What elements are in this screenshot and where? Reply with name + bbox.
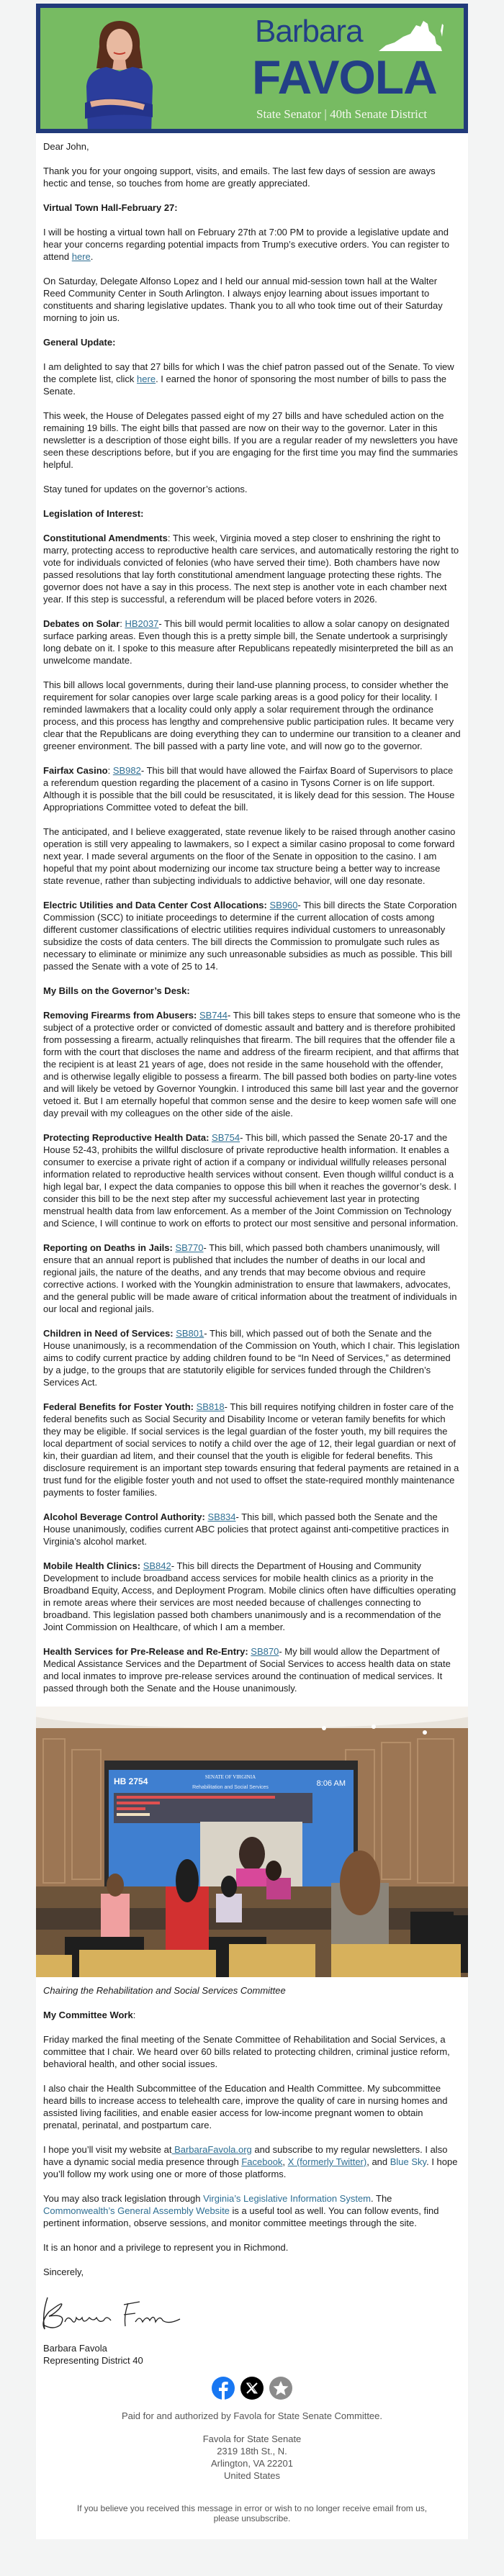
paragraph-text: - My bill would allow the Department of Medical Assistance Services and the Department of Social Services to access health data on state and local inmates to improve pre-release services around the continuation of medical services. It passed through both the Senate and the House unanimously.: [43, 1646, 451, 1694]
paragraph: [43, 336, 461, 348]
inline-link[interactable]: SB754: [212, 1132, 240, 1143]
star-icon[interactable]: [269, 2377, 292, 2400]
paragraph-text: Dear John,: [43, 141, 89, 152]
bold-label: Federal Benefits for Foster Youth:: [43, 1401, 197, 1412]
paragraph-text: - This bill would permit localities to allow a solar canopy on designated surface parking areas. Even though this is a pretty simple bill, the Senate undertook a surprisingly long debate on it. I spoke to this measure after Republicans repeatedly misinterpreted the bill as an unwelcome mandate.: [43, 618, 454, 666]
inline-link[interactable]: SB870: [251, 1646, 279, 1657]
paragraph-text: You may also track legislation through: [43, 2193, 204, 2204]
paragraph: [43, 2009, 461, 2021]
bold-label: Removing Firearms from Abusers:: [43, 1010, 199, 1021]
paragraph-text: Sincerely,: [43, 2267, 84, 2277]
bold-label: My Committee Work: [43, 2010, 133, 2020]
paragraph: [43, 899, 461, 972]
social-links: [36, 2377, 468, 2400]
inline-link[interactable]: here: [137, 374, 156, 384]
bold-label: Health Services for Pre-Release and Re-Entry:: [43, 1646, 251, 1657]
bold-label: Alcohol Beverage Control Authority:: [43, 1511, 208, 1522]
virginia-state-icon: [379, 18, 444, 53]
paragraph-text: . The: [371, 2193, 392, 2204]
paragraph-text: I am delighted to say that 27 bills for which I was the chief patron passed out of the Senate. To view the complete list, click: [43, 361, 454, 384]
paragraph-text: is a useful tool as well. You can follow events, find pertinent information, observe sessions, and monitor committee meetings through the site.: [43, 2205, 439, 2228]
inline-link[interactable]: Facebook: [241, 2156, 283, 2167]
paragraph-text: Thank you for your ongoing support, visits, and emails. The last few days of session are aways hectic and tense, so touches from home are greatly appreciated.: [43, 166, 436, 189]
paragraph-text: .: [90, 251, 94, 262]
screen-bill-number: HB 2754: [114, 1776, 148, 1786]
bold-label: General Update:: [43, 337, 116, 348]
paragraph: [43, 1242, 461, 1315]
paragraph-text: :: [107, 765, 113, 776]
paragraph: [43, 483, 461, 495]
inline-link[interactable]: SB982: [112, 765, 141, 776]
paragraph: [43, 1009, 461, 1119]
paragraph: [43, 764, 461, 813]
inline-link[interactable]: here: [71, 251, 91, 262]
paragraph: [43, 618, 461, 666]
paragraph-text: I hope you’ll visit my website at: [43, 2144, 172, 2155]
bold-label: My Bills on the Governor’s Desk:: [43, 985, 190, 996]
inline-link[interactable]: BarbaraFavola.org: [171, 2144, 252, 2155]
footer: [36, 2410, 468, 2523]
paragraph-text: and subscribe to my regular newsletters. I also have a dynamic social media presence through: [43, 2144, 448, 2167]
facebook-icon[interactable]: [212, 2377, 235, 2400]
paragraph-text: - This bill that would have allowed the Fairfax Board of Supervisors to place a referendum question regarding the placement of a casino in Tysons Corner is on life support. Although it is possible that the bill could be resuscitated, it is likely dead for this session. The House Appropriations Committee voted to defeat the bill.: [43, 765, 455, 813]
inline-link[interactable]: HB2037: [125, 618, 159, 629]
brand-last-name: FAVOLA: [252, 50, 437, 104]
inline-link[interactable]: SB818: [196, 1401, 225, 1412]
paragraph-text: - This bill takes steps to ensure that someone who is the subject of a protective order or convicted of domestic assault and battery and is therefore prohibited from possessing a firearm, actually relinquishes that firearm. The bill requires that the offender file a form with the court that discloses the name and address of the firearm recipient, and that affirms that the recipient is at least 21 years of age, does not reside in the same household with the offender, and is otherwise legally eligible to possess a firearm. The bill passed both bodies on party-line votes and will likely be vetoed by Governor Youngkin. I introduced this same bill last year and the governor vetoed it. But I am eternally hopeful that common sense and the desire to keep women safe will one day prevail with my colleagues on the other side of the aisle.: [43, 1010, 461, 1118]
paragraph: [43, 2266, 461, 2278]
paragraph: [43, 1645, 461, 1694]
paragraph: [43, 2033, 461, 2070]
inline-link[interactable]: SB834: [207, 1511, 236, 1522]
paragraph: [43, 2143, 461, 2180]
screen-org: SENATE OF VIRGINIA: [204, 1774, 256, 1780]
inline-link[interactable]: SB801: [176, 1328, 204, 1339]
paragraph-text: I also chair the Health Subcommittee of the Education and Health Committee. My subcommittee heard bills to increase access to telehealth care, improve the quality of care in nursing homes and assisted living facilities, and enable easier access for low-income pregnant women to obtain prenatal, perinatal, and postpartum care.: [43, 2083, 448, 2130]
bold-label: Fairfax Casino: [43, 765, 108, 776]
unsubscribe-link[interactable]: If you believe you received this message in error or wish to no longer receive email from us, please unsubscribe.: [76, 2503, 428, 2523]
email-container: [36, 0, 468, 2539]
sender-title: Representing District 40: [43, 2355, 143, 2366]
inline-link[interactable]: SB842: [143, 1560, 171, 1571]
paragraph: [43, 532, 461, 605]
paragraph-text: - This bill requires notifying children in foster care of the federal benefits such as Social Security and Disability Income or veteran family benefits for which they may be eligible. If social services is the legal guardian of the foster youth, my bill requires the local department of social services to notify a child over the age of 12, their legal guardian or next of kin, their guardian ad litem, and their counsel that the youth is eligible for federal benefits. This disclosure requirement is an important step towards ensuring that federal payments are retained in a trust fund for the eligible foster youth and not used to offset the state-required monthly maintenance payments to foster families.: [43, 1401, 459, 1498]
inline-link[interactable]: Blue Sky: [390, 2156, 427, 2167]
paragraph-text: Stay tuned for updates on the governor’s actions.: [43, 484, 248, 494]
paragraph: [43, 985, 461, 997]
paragraph: [43, 2192, 461, 2229]
brand-subtitle: State Senator | 40th Senate District: [256, 107, 428, 121]
paragraph-text: - This bill, which passed the Senate 20-17 and the House 52-43, prohibits the willful disclosure of private reproductive health information. It enables a consumer to exercise a private right of action if a company or individual willfully releases personal information related to reproductive health services without consent. Even though willful conduct is a high legal bar, I expect the data companies to oppose this bill when it reaches the governor’s desk. I consider this bill to be the next step after my successful achievement last year in protecting menstrual health data from law enforcement. As a member of the Joint Commission on Technology and Science, I will continue to work on efforts to protect our most sensitive and personal information.: [43, 1132, 459, 1229]
bold-label: Children in Need of Services:: [43, 1328, 176, 1339]
paragraph: [43, 275, 461, 324]
paragraph-text: This week, the House of Delegates passed eight of my 27 bills and have scheduled action on the remaining 19 bills. The eight bills that passed are now on their way to the governor. Later in this newsletter is a description of those eight bills. If you are a regular reader of my newsletters you have seen these descriptions before, but if you are engaging for the first time you may find the summaries helpful.: [43, 410, 458, 470]
photo-caption: Chairing the Rehabilitation and Social Services Committee: [43, 1985, 286, 1996]
paragraph-text: It is an honor and a privilege to represent you in Richmond.: [43, 2242, 289, 2253]
inline-link[interactable]: SB770: [175, 1242, 204, 1253]
bold-label: Electric Utilities and Data Center Cost Allocations:: [43, 900, 270, 910]
paragraph-text: This bill allows local governments, during their land-use planning process, to consider whether the requirement for solar canopies over large scale parking areas is a good policy for their locality. I reminded lawmakers that a locality could only apply a solar requirement through the ordinance process, and this process has lengthy and comprehensive public participation rules. It became very clear that the Republicans are doing everything they can to undermine our transition to a cleaner and greener environment. The bill passed with a party line vote, and will now go to the governor.: [43, 679, 461, 751]
bold-label: Reporting on Deaths in Jails:: [43, 1242, 176, 1253]
inline-link[interactable]: SB744: [199, 1010, 228, 1021]
paragraph-text: - This bill, which passed both the Senate and the House unanimously, codifies current ABC policies that protect against anti-competitive practices in Virginia’s alcohol market.: [43, 1511, 449, 1547]
paragraph: [43, 2082, 461, 2131]
inline-link[interactable]: Commonwealth’s General Assembly Website: [43, 2205, 230, 2216]
paragraph: [43, 226, 461, 263]
bold-label: Legislation of Interest:: [43, 508, 144, 519]
paragraph: [43, 361, 461, 397]
paragraph-text: - This bill directs the State Corporation Commission (SCC) to initiate proceedings to determine if the current allocation of costs among different customer classifications of electric utilities requires individual customers to unreasonably subsidize the costs of data centers. The bill directs the Commission to promulgate such rules as necessary to eliminate or minimize any such unreasonable subsidies as much as possible. This bill passed the Senate with a vote of 25 to 14.: [43, 900, 457, 972]
screen-time: 8:06 AM: [316, 1779, 346, 1788]
paragraph: [43, 826, 461, 887]
paragraph-text: ,: [282, 2156, 288, 2167]
paragraph-text: The anticipated, and I believe exaggerated, state revenue likely to be raised through another casino operation is still very appealing to lawmakers, so I expect a similar casino proposal to come forward next year. I made several arguments on the floor of the Senate in opposition to the casino. I am hopeful that my point about modernizing our income tax structure being a better way to increase state revenue, rather than subjecting individuals to addictive behavior, will one day resonate.: [43, 826, 456, 886]
bold-label: Protecting Reproductive Health Data:: [43, 1132, 212, 1143]
paragraph: [43, 2241, 461, 2254]
inline-link[interactable]: X (formerly Twitter): [287, 2156, 367, 2167]
paragraph: [43, 1401, 461, 1499]
sender-name: Barbara Favola: [43, 2343, 107, 2354]
address-line: Favola for State Senate: [202, 2433, 302, 2444]
paragraph-text: . I earned the honor of sponsoring the most number of bills to pass the Senate.: [43, 374, 447, 397]
paragraph-text: :: [132, 2010, 136, 2020]
paragraph-text: : This week, Virginia moved a step closer to enshrining the right to marry, protecting access to reproductive health care services, and automatically restoring the right to vote for individuals convicted of felonies (who have served their time). Both chambers have now passed resolutions that lay forth constitutional amendment language protecting these rights. The governor does not have a say in this process. The next step is another vote in each chamber next year. If this step is successful, a referendum will be placed before voters in 2026.: [43, 533, 459, 605]
paragraph: [43, 1511, 461, 1547]
paragraph-text: :: [120, 618, 125, 629]
newsletter-body: [36, 133, 468, 1694]
paragraph-text: I will be hosting a virtual town hall on February 27th at 7:00 PM to provide a legislative update and hear your concerns regarding potential impacts from Trump’s executive orders. You can register to attend: [43, 227, 450, 262]
newsletter-body-continued: [36, 2009, 468, 2278]
senator-portrait: [78, 18, 157, 129]
handwritten-signature: [39, 2293, 183, 2332]
paragraph-text: , and: [366, 2156, 390, 2167]
paragraph: [43, 1560, 461, 1633]
paragraph: [43, 165, 461, 189]
paragraph: [43, 1131, 461, 1229]
screen-committee: Rehabilitation and Social Services: [192, 1785, 269, 1790]
bold-label: Mobile Health Clinics:: [43, 1560, 143, 1571]
bold-label: Constitutional Amendments: [43, 533, 168, 543]
address-line: Arlington, VA 22201: [211, 2458, 293, 2469]
bold-label: Virtual Town Hall-February 27:: [43, 202, 178, 213]
paragraph-text: - This bill directs the Department of Housing and Community Development to include broadband access services for mobile health clinics as a priority in the Broadband Equity, Access, and Deployment Program. Mobile clinics often have difficulties operating in remote areas where their services are most needed because of challenges connecting to broadband. This legislation passed both chambers unanimously and is a recommendation of the Joint Commission on Healthcare, of which I am a member.: [43, 1560, 456, 1632]
bold-label: Debates on Solar: [43, 618, 120, 629]
paragraph: [43, 140, 461, 153]
header-banner: [36, 4, 468, 133]
address-line: 2319 18th St., N.: [217, 2446, 287, 2457]
inline-link[interactable]: SB960: [269, 900, 298, 910]
paragraph: [43, 507, 461, 520]
paragraph-text: . I hope you’ll follow my work using one or more of those platforms.: [43, 2156, 458, 2179]
paragraph: [43, 1327, 461, 1388]
paragraph: [43, 202, 461, 214]
paragraph-text: Friday marked the final meeting of the Senate Committee of Rehabilitation and Social Services, a committee that I chair. We heard over 60 bills related to protecting children, criminal justice reform, behavioral health, and other social issues.: [43, 2034, 450, 2069]
x-icon[interactable]: [240, 2377, 264, 2400]
committee-photo: [36, 1707, 468, 1977]
paragraph: [43, 410, 461, 471]
paragraph-text: On Saturday, Delegate Alfonso Lopez and I held our annual mid-session town hall at the Walter Reed Community Center in South Arlington. I always enjoy learning about issues important to constituents and sharing legislative updates. Thank you to all who took time out of their Saturday morning to join us.: [43, 276, 443, 323]
paid-for-disclaimer: Paid for and authorized by Favola for State Senate Committee.: [121, 2410, 383, 2421]
mailing-address: [36, 2433, 468, 2482]
paragraph: [43, 679, 461, 752]
address-line: United States: [223, 2470, 281, 2481]
paragraph-text: - This bill, which passed both chambers unanimously, will ensure that an annual report is published that includes the number of deaths in our local and regional jails, the nature of the deaths, and any trends that may become obvious and require corrective actions. I worked with the Youngkin administration to ensure that lawmakers, advocates, and the general public will be made aware of critical information about the treatment of individuals in our local and regional jails.: [43, 1242, 457, 1314]
brand-first-name: Barbara: [255, 14, 363, 49]
newsletter-card: [36, 4, 468, 2539]
inline-link[interactable]: Virginia’s Legislative Information System: [203, 2193, 372, 2204]
paragraph-text: - This bill, which passed out of both the Senate and the House unanimously, is a recommendation of the Commission on Youth, which I chair. This legislation aims to codify current practice by adding children found to be “In Need of Services,” as determined by a judge, to the groups that are statutorily eligible for services funded through the Children’s Services Act.: [43, 1328, 460, 1388]
